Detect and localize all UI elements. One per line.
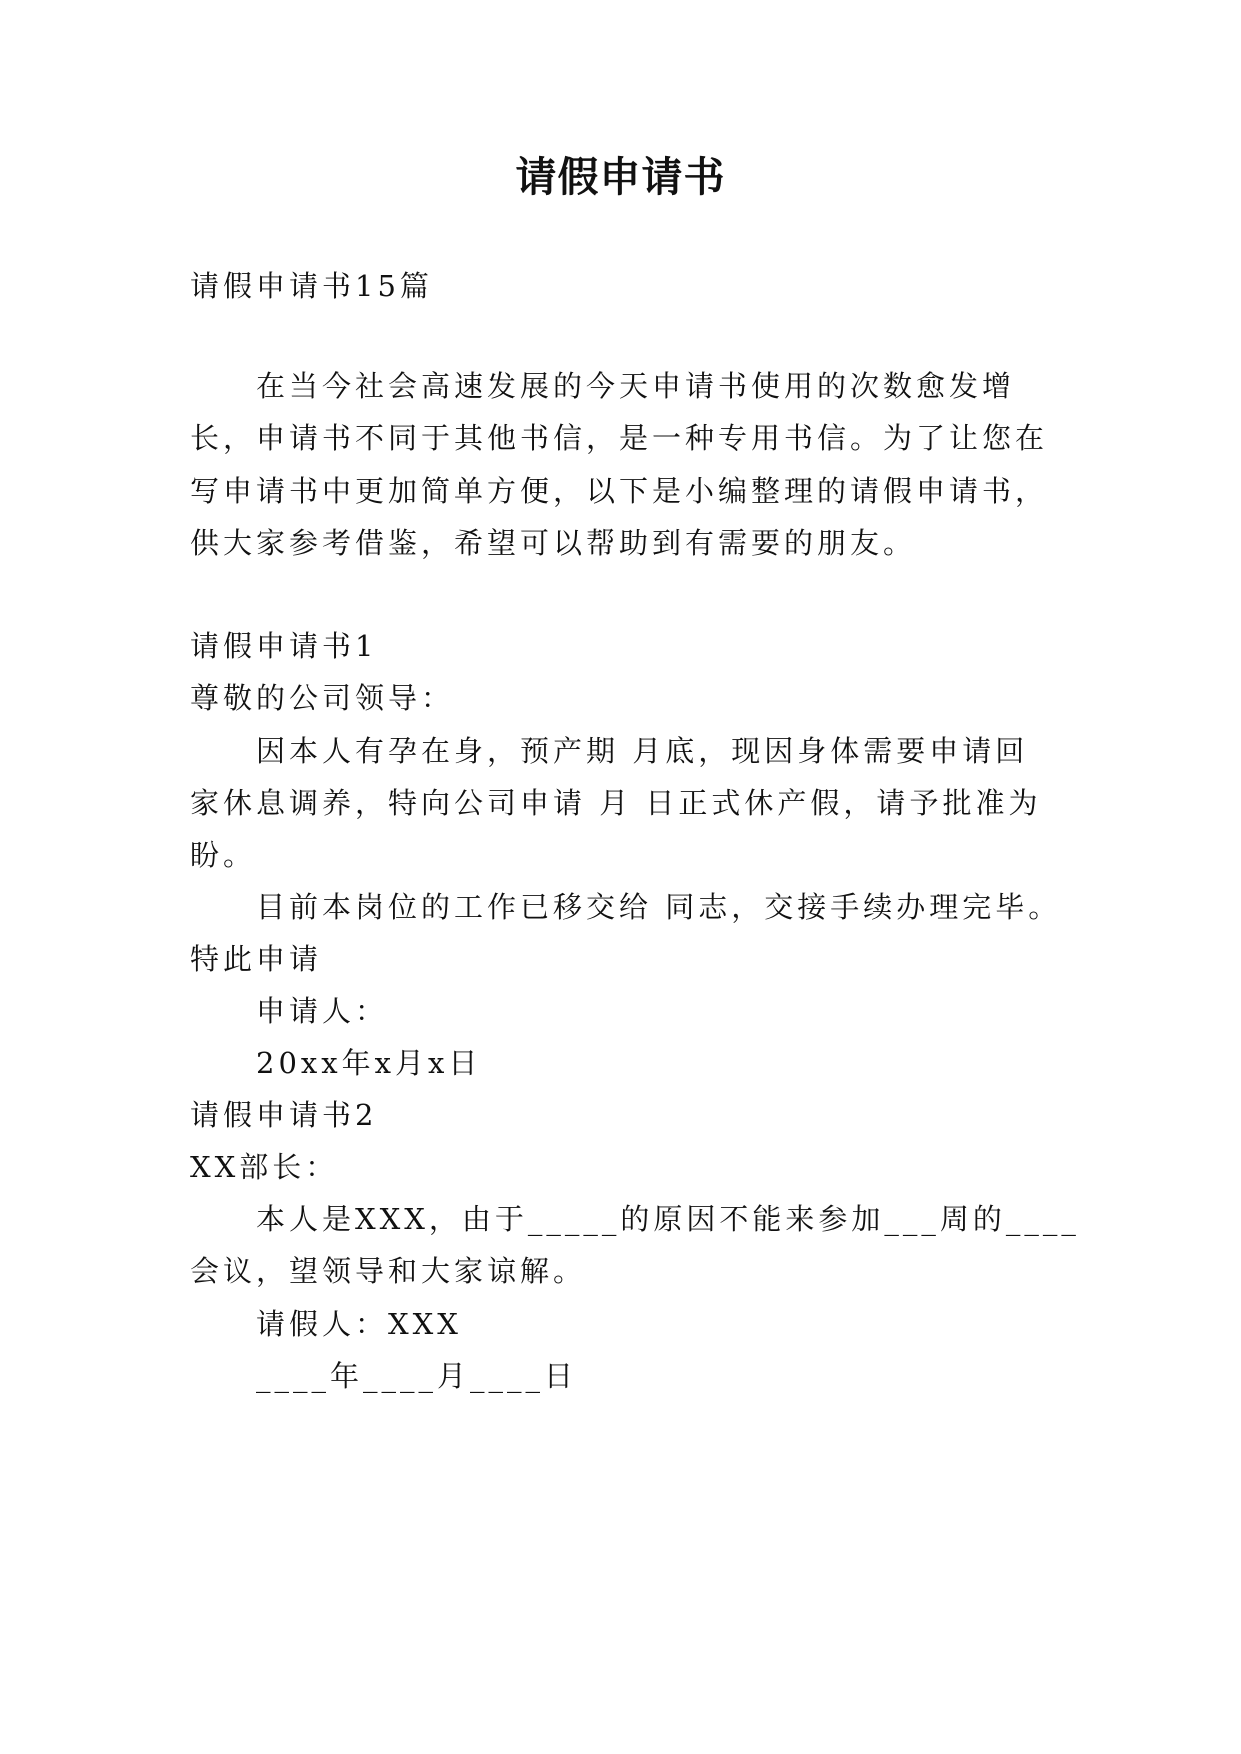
letter2-applicant: 请假人：XXX — [256, 1307, 462, 1341]
letter1-body-line-2: 家休息调养，特向公司申请 月 日正式休产假，请予批准为 — [190, 786, 1042, 820]
intro-line-4: 供大家参考借鉴，希望可以帮助到有需要的朋友。 — [190, 526, 917, 560]
letter1-body-line-3: 盼。 — [190, 838, 257, 872]
letter1-applicant: 申请人： — [256, 994, 389, 1028]
intro-line-3: 写申请书中更加简单方便，以下是小编整理的请假申请书， — [190, 474, 1049, 508]
intro-line-2: 长，申请书不同于其他书信，是一种专用书信。为了让您在 — [190, 421, 1049, 455]
intro-line-1: 在当今社会高速发展的今天申请书使用的次数愈发增 — [256, 369, 1016, 403]
letter1-body-line-5: 特此申请 — [190, 942, 323, 976]
document-subtitle: 请假申请书15篇 — [190, 269, 433, 303]
letter2-salutation: XX部长： — [190, 1150, 339, 1184]
letter1-body-line-4: 目前本岗位的工作已移交给 同志，交接手续办理完毕。 — [256, 890, 1062, 924]
letter1-body-line-1: 因本人有孕在身，预产期 月底，现因身体需要申请回 — [256, 734, 1029, 768]
letter1-date: 20xx年x月x日 — [256, 1046, 482, 1080]
letter1-salutation: 尊敬的公司领导： — [190, 681, 455, 715]
letter2-date: ____年____月____日 — [256, 1359, 578, 1393]
letter2-body-line-1: 本人是XXX，由于_____的原因不能来参加___周的____ — [256, 1202, 1080, 1236]
letter2-body-line-2: 会议，望领导和大家谅解。 — [190, 1254, 587, 1288]
letter2-heading: 请假申请书2 — [190, 1098, 378, 1132]
document-title: 请假申请书 — [515, 153, 726, 201]
letter1-heading: 请假申请书1 — [190, 629, 378, 663]
